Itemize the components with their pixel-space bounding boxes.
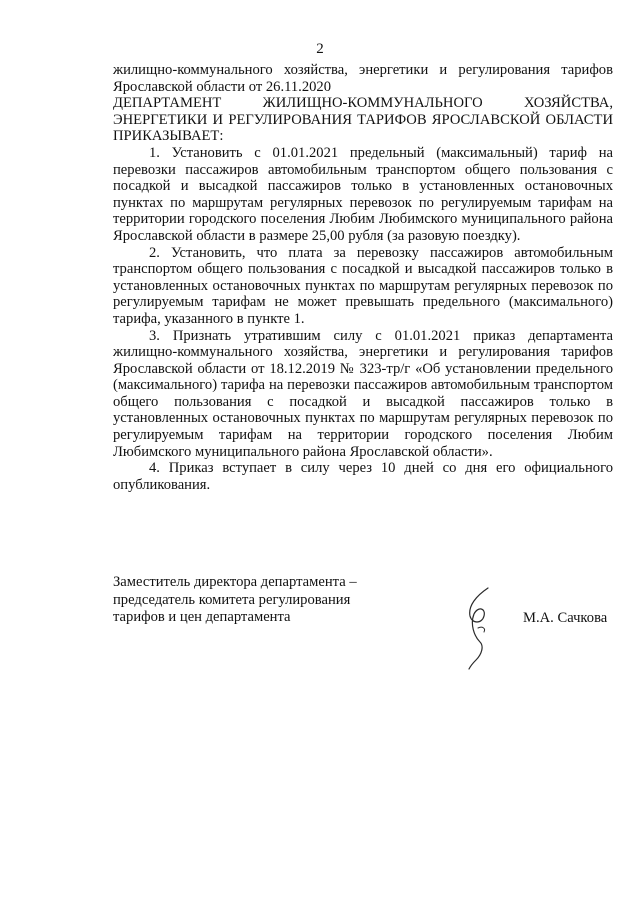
handwritten-signature <box>458 584 504 670</box>
clause-3: 3. Признать утратившим силу с 01.01.2021 приказ департамента жилищно-коммунального хозяйства, энергетики и регулирования тарифов Ярославской области от 18.12.2019 № 323-тр/г «Об установлении предельного (максимального) тарифа на перевозки пассажиров автомобильным транспортом общего пользования с посадкой и высадкой пассажиров только в установленных остановочных пунктах по маршрутам регулярных перевозок по регулируемым тарифам на территории городского поселения Любим Любимского муниципального района Ярославской области». <box>113 327 613 460</box>
clause-1: 1. Установить с 01.01.2021 предельный (максимальный) тариф на перевозки пассажиров автомобильным транспортом общего пользования с посадкой и высадкой пассажиров только в установленных остановочных пунктах по маршрутам регулярных перевозок по регулируемым тарифам на территории городского поселения Любим Любимского муниципального района Ярославской области в размере 25,00 рубля (за разовую поездку). <box>113 144 613 244</box>
signatory-position-line: председатель комитета регулирования <box>113 591 351 608</box>
clause-4: 4. Приказ вступает в силу через 10 дней со дня его официального опубликования. <box>113 460 613 493</box>
order-body <box>113 62 613 493</box>
preamble-continuation: жилищно-коммунального хозяйства, энергетики и регулирования тарифов Ярославской области от 26.11.2020 <box>113 62 613 95</box>
signatory-name: М.А. Сачкова <box>523 610 608 626</box>
clause-2: 2. Установить, что плата за перевозку пассажиров автомобильным транспортом общего пользования с посадкой и высадкой пассажиров только в установленных остановочных пунктах по маршрутам регулярных перевозок по регулируемым тарифам не может превышать предельного (максимального) тарифа, указанного в пункте 1. <box>113 244 613 327</box>
signatory-position-line: тарифов и цен департамента <box>113 609 291 625</box>
page-number: 2 <box>316 41 324 57</box>
signatory-position <box>113 574 403 627</box>
order-heading: ДЕПАРТАМЕНТ ЖИЛИЩНО-КОММУНАЛЬНОГО ХОЗЯЙСТВА, ЭНЕРГЕТИКИ И РЕГУЛИРОВАНИЯ ТАРИФОВ ЯРОСЛАВСКОЙ ОБЛАСТИ ПРИКАЗЫВАЕТ: <box>113 95 613 145</box>
signatory-position-line: Заместитель директора департамента – <box>113 574 357 590</box>
